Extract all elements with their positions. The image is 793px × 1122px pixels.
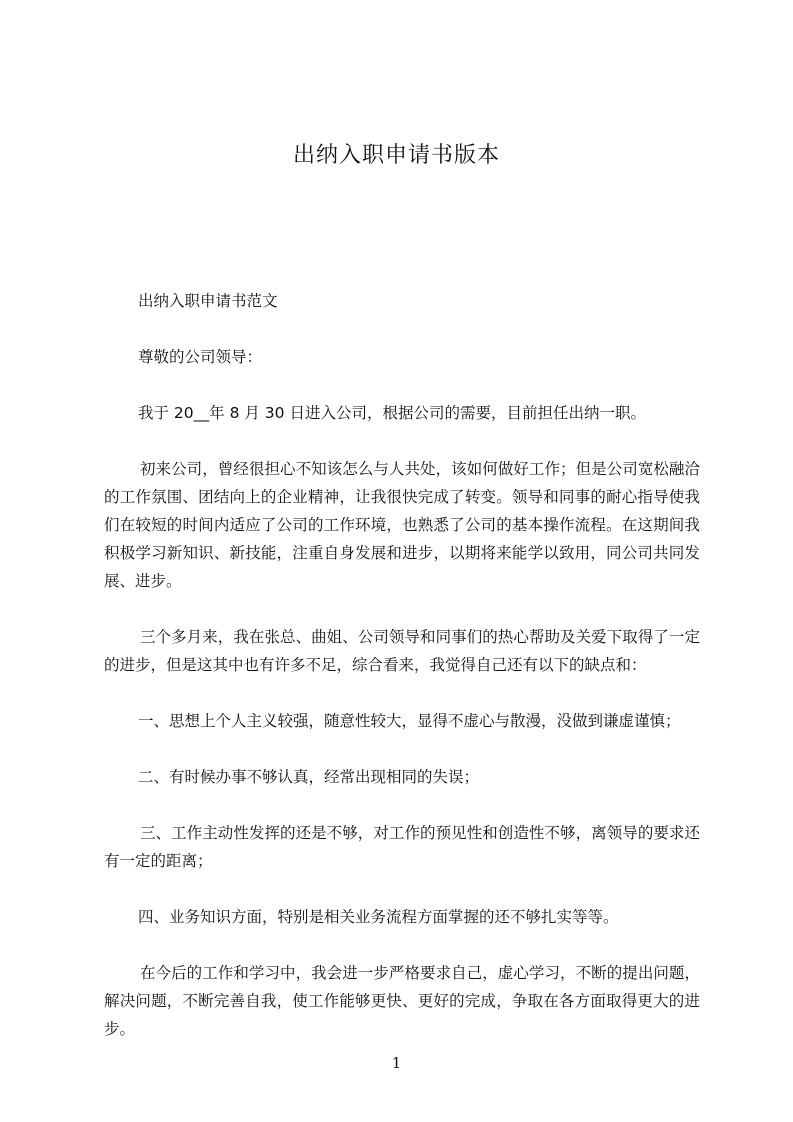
document-body [104,287,700,1043]
paragraph-shortcoming-1: 一、思想上个人主义较强，随意性较大，显得不虚心与散漫，没做到谦虚谨慎； [138,712,681,730]
paragraph-experience: 初来公司，曾经很担心不知该怎么与人共处，该如何做好工作；但是公司宽松融洽的工作氛围、团结向上的企业精神，让我很快完成了转变。领导和同事的耐心指导使我们在较短的时间内适应了公司的工作环境，也熟悉了公司的基本操作流程。在这期间我积极学习新知识、新技能，注重自身发展和进步，以期将来能学以致用，同公司共同发展、进步。 [104,460,700,590]
paragraph-shortcoming-2: 二、有时候办事不够认真，经常出现相同的失误； [138,768,480,786]
page-number: 1 [391,1054,402,1072]
paragraph-subtitle: 出纳入职申请书范文 [138,292,278,310]
paragraph-shortcoming-3: 三、工作主动性发挥的还是不够，对工作的预见性和创造性不够，离领导的要求还有一定的距离； [104,824,700,870]
paragraph-intro: 我于 20__年 8 月 30 日进入公司，根据公司的需要，目前担任出纳一职。 [138,404,646,422]
paragraph-conclusion: 在今后的工作和学习中，我会进一步严格要求自己，虚心学习，不断的提出问题，解决问题，不断完善自我，使工作能够更快、更好的完成，争取在各方面取得更大的进步。 [104,964,700,1038]
paragraph-salutation: 尊敬的公司领导： [138,348,263,366]
document-title: 出纳入职申请书版本 [292,143,500,168]
paragraph-shortcoming-4: 四、业务知识方面，特别是相关业务流程方面掌握的还不够扎实等等。 [138,908,619,926]
paragraph-progress: 三个多月来，我在张总、曲姐、公司领导和同事们的热心帮助及关爱下取得了一定的进步，但是这其中也有许多不足，综合看来，我觉得自己还有以下的缺点和： [104,628,700,674]
